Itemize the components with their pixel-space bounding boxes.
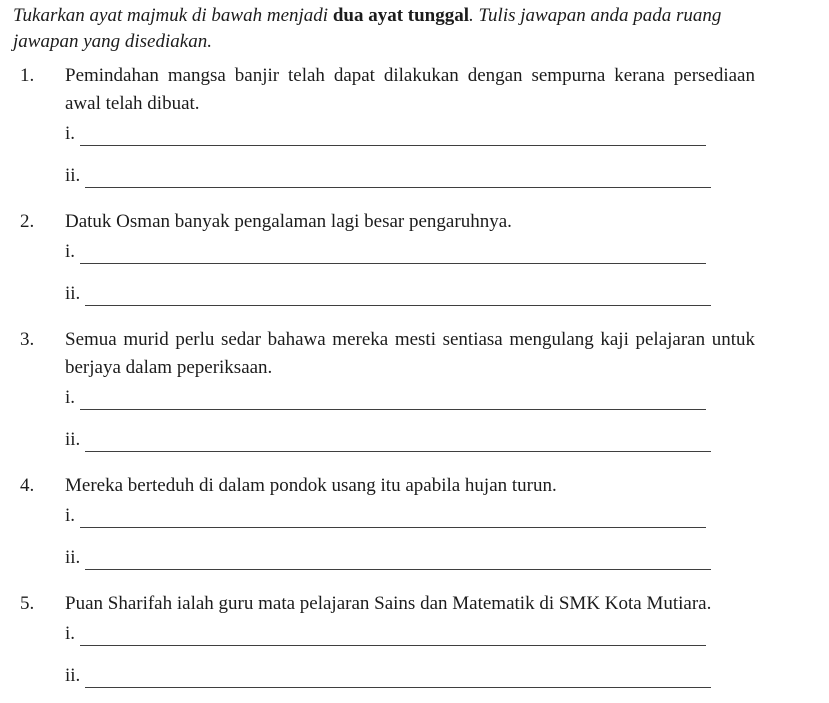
instructions bbox=[13, 3, 783, 55]
question-item-5 bbox=[20, 590, 829, 688]
question-list bbox=[20, 62, 829, 688]
answer-label-ii: ii. bbox=[65, 665, 81, 686]
question-number: 5. bbox=[20, 593, 35, 614]
answer-blank-i[interactable] bbox=[80, 527, 706, 528]
answer-blank-i[interactable] bbox=[80, 409, 706, 410]
question-text: Pemindahan mangsa banjir telah dapat dilakukan dengan sempurna kerana persediaan awal telah dibuat. bbox=[65, 65, 755, 114]
question-text: Semua murid perlu sedar bahawa mereka mesti sentiasa mengulang kaji pelajaran untuk berjaya dalam peperiksaan. bbox=[65, 329, 755, 378]
question-item-4 bbox=[20, 472, 829, 570]
answer-row-i bbox=[65, 384, 829, 410]
answer-row-ii bbox=[65, 280, 829, 306]
answer-blank-ii[interactable] bbox=[85, 569, 711, 570]
question-item-2 bbox=[20, 208, 829, 306]
answer-row-i bbox=[65, 238, 829, 264]
instructions-line-1 bbox=[13, 3, 783, 29]
question-number: 4. bbox=[20, 475, 35, 496]
answer-label-i: i. bbox=[65, 505, 76, 526]
answer-blank-ii[interactable] bbox=[85, 187, 711, 188]
answer-label-i: i. bbox=[65, 241, 76, 262]
answer-row-ii bbox=[65, 662, 829, 688]
question-text: Puan Sharifah ialah guru mata pelajaran Sains dan Matematik di SMK Kota Mutiara. bbox=[65, 593, 712, 614]
answer-blank-i[interactable] bbox=[80, 645, 706, 646]
answer-label-ii: ii. bbox=[65, 547, 81, 568]
answer-row-i bbox=[65, 120, 829, 146]
question-number: 2. bbox=[20, 211, 35, 232]
answer-blank-i[interactable] bbox=[80, 263, 706, 264]
answer-row-ii bbox=[65, 162, 829, 188]
answer-label-ii: ii. bbox=[65, 429, 81, 450]
answer-blank-ii[interactable] bbox=[85, 305, 711, 306]
answer-label-ii: ii. bbox=[65, 165, 81, 186]
answer-row-ii bbox=[65, 544, 829, 570]
answer-blank-i[interactable] bbox=[80, 145, 706, 146]
instructions-italic-a: Tukarkan ayat majmuk di bawah menjadi bbox=[13, 5, 333, 26]
instructions-bold: dua ayat tunggal bbox=[332, 5, 470, 26]
answer-label-i: i. bbox=[65, 387, 76, 408]
answer-label-i: i. bbox=[65, 123, 76, 144]
question-item-3 bbox=[20, 326, 829, 452]
answer-row-i bbox=[65, 502, 829, 528]
question-number: 1. bbox=[20, 65, 35, 86]
question-text: Mereka berteduh di dalam pondok usang itu apabila hujan turun. bbox=[65, 475, 557, 496]
answer-row-ii bbox=[65, 426, 829, 452]
instructions-italic-b: . Tulis jawapan anda pada ruang bbox=[469, 5, 722, 26]
answer-label-ii: ii. bbox=[65, 283, 81, 304]
answer-label-i: i. bbox=[65, 623, 76, 644]
question-item-1 bbox=[20, 62, 829, 188]
answer-row-i bbox=[65, 620, 829, 646]
question-text: Datuk Osman banyak pengalaman lagi besar pengaruhnya. bbox=[65, 211, 512, 232]
question-number: 3. bbox=[20, 329, 35, 350]
answer-blank-ii[interactable] bbox=[85, 687, 711, 688]
instructions-line-2: jawapan yang disediakan. bbox=[13, 31, 212, 52]
answer-blank-ii[interactable] bbox=[85, 451, 711, 452]
